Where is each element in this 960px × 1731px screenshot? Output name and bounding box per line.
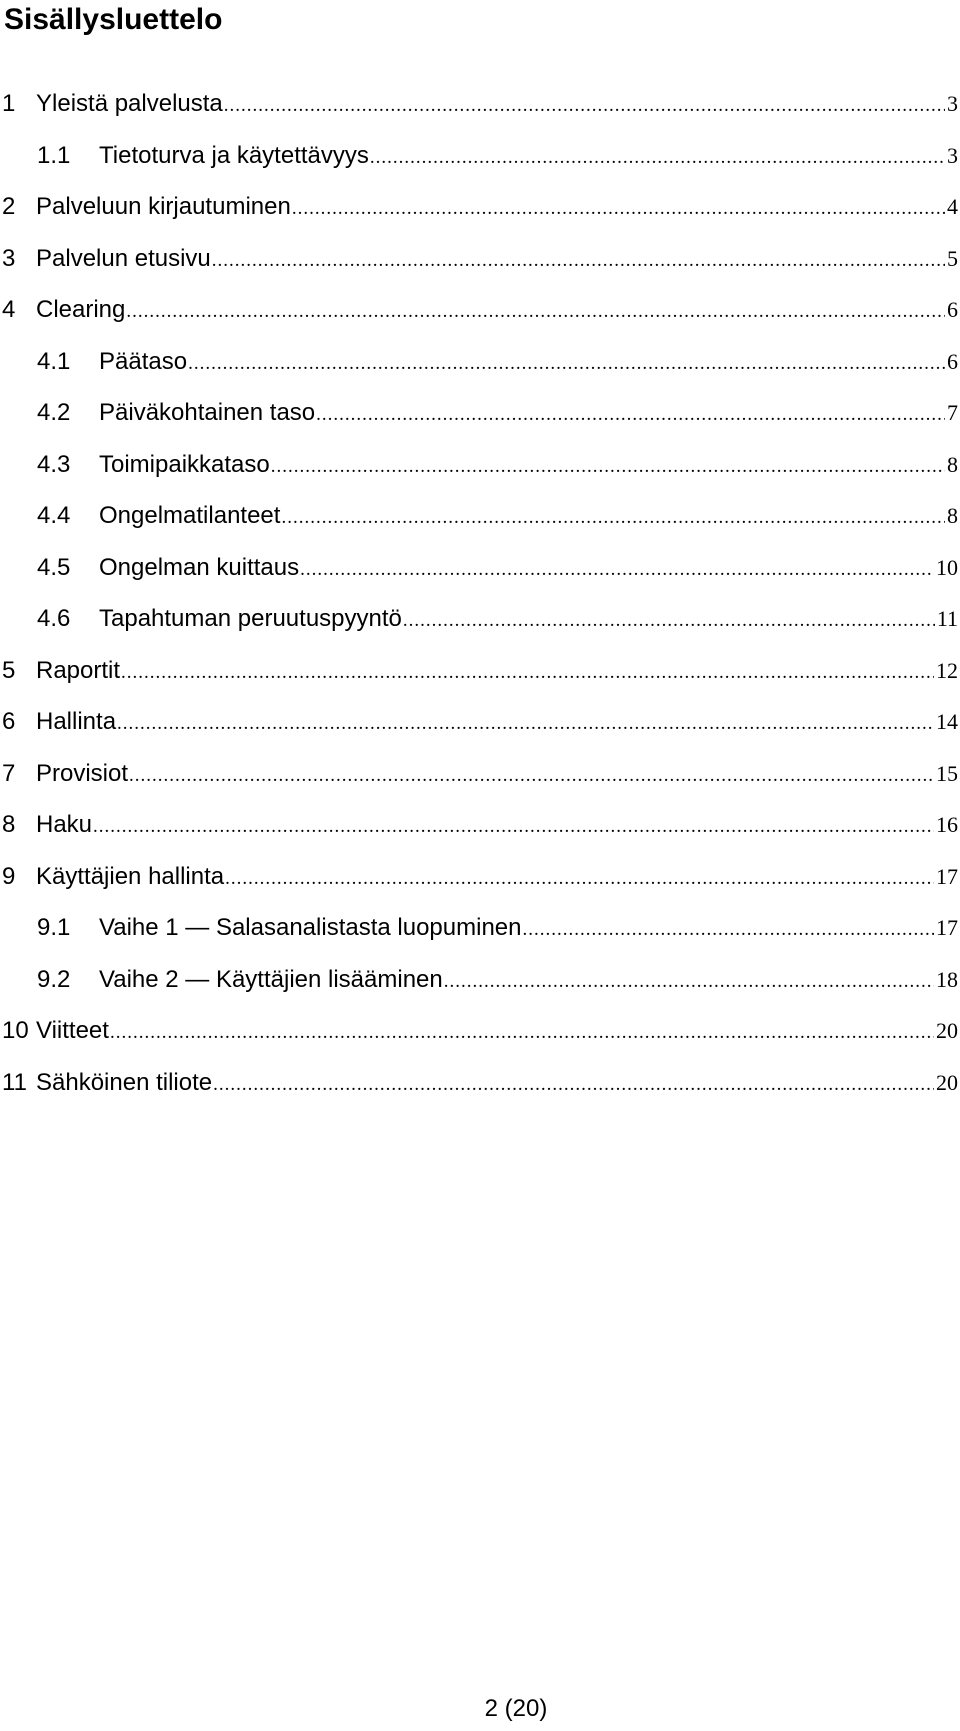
toc-number: 2 xyxy=(2,193,16,220)
toc-title: Päiväkohtainen taso xyxy=(99,399,316,426)
toc-title: Ongelman kuittaus xyxy=(99,553,300,581)
dot-leader xyxy=(126,286,945,338)
dot-leader xyxy=(212,235,945,287)
toc-page-number: 20 xyxy=(936,1069,958,1095)
toc-number: 9.1 xyxy=(37,914,71,941)
toc-title: Palveluun kirjautuminen xyxy=(36,193,291,220)
toc-entry[interactable] xyxy=(0,233,958,285)
table-of-contents xyxy=(0,78,958,1108)
toc-number: 1 xyxy=(2,90,16,117)
toc-number: 11 xyxy=(2,1068,27,1096)
toc-page-number: 12 xyxy=(936,657,958,683)
toc-entry[interactable] xyxy=(0,851,958,903)
toc-number: 4.1 xyxy=(37,347,71,375)
toc-number: 9 xyxy=(2,862,16,890)
toc-number: 4.2 xyxy=(37,399,71,426)
toc-page-number: 3 xyxy=(947,91,958,116)
dot-leader xyxy=(188,338,945,390)
toc-page-number: 11 xyxy=(936,606,958,631)
toc-page-number: 4 xyxy=(947,194,958,219)
toc-number: 4.5 xyxy=(37,553,71,581)
toc-number: 4 xyxy=(2,296,16,323)
toc-title: Päätaso xyxy=(99,347,188,375)
toc-number: 4.6 xyxy=(37,605,71,632)
dot-leader xyxy=(444,956,934,1008)
toc-page-number: 10 xyxy=(936,554,958,580)
toc-entry[interactable] xyxy=(0,748,958,800)
toc-page-number: 20 xyxy=(936,1018,958,1043)
toc-entry[interactable] xyxy=(0,1005,958,1057)
toc-title: Vaihe 2 — Käyttäjien lisääminen xyxy=(99,965,443,993)
dot-leader xyxy=(292,183,945,235)
toc-title: Haku xyxy=(36,811,93,838)
toc-page-number: 18 xyxy=(936,966,958,992)
toc-entry[interactable] xyxy=(0,336,958,388)
toc-title: Palvelun etusivu xyxy=(36,244,211,272)
toc-title: Raportit xyxy=(36,656,121,684)
toc-page-number: 16 xyxy=(936,812,958,837)
toc-number: 8 xyxy=(2,811,16,838)
dot-leader xyxy=(129,750,934,802)
toc-page-number: 17 xyxy=(936,863,958,889)
toc-title: Hallinta xyxy=(36,708,117,735)
toc-entry[interactable] xyxy=(0,130,958,182)
toc-entry[interactable] xyxy=(0,78,958,130)
toc-page-number: 8 xyxy=(947,451,958,477)
toc-entry[interactable] xyxy=(0,439,958,491)
dot-leader xyxy=(271,441,945,493)
dot-leader xyxy=(281,492,945,544)
toc-number: 1.1 xyxy=(37,141,71,169)
toc-page-number: 7 xyxy=(947,400,958,425)
toc-page-number: 6 xyxy=(947,348,958,374)
toc-entry[interactable] xyxy=(0,593,958,645)
toc-entry[interactable] xyxy=(0,799,958,851)
toc-entry[interactable] xyxy=(0,645,958,697)
toc-title: Vaihe 1 — Salasanalistasta luopuminen xyxy=(99,914,522,941)
toc-page-number: 3 xyxy=(947,142,958,168)
dot-leader xyxy=(225,853,934,905)
toc-title: Provisiot xyxy=(36,759,129,787)
toc-entry[interactable] xyxy=(0,954,958,1006)
toc-title: Käyttäjien hallinta xyxy=(36,862,225,890)
toc-title: Toimipaikkataso xyxy=(99,450,270,478)
toc-entry[interactable] xyxy=(0,696,958,748)
toc-title: Viitteet xyxy=(36,1017,109,1044)
page-footer: 2 (20) xyxy=(484,1695,548,1722)
toc-page-number: 8 xyxy=(947,503,958,528)
toc-title: Clearing xyxy=(36,296,126,323)
toc-number: 5 xyxy=(2,656,16,684)
dot-leader xyxy=(522,904,934,956)
toc-number: 4.3 xyxy=(37,450,71,478)
dot-leader xyxy=(110,1007,934,1059)
toc-page-number: 14 xyxy=(936,709,958,734)
dot-leader xyxy=(316,389,945,441)
toc-title: Sähköinen tiliote xyxy=(36,1068,213,1096)
toc-page-number: 5 xyxy=(947,245,958,271)
dot-leader xyxy=(224,80,945,132)
toc-page-number: 15 xyxy=(936,760,958,786)
toc-title: Ongelmatilanteet xyxy=(99,502,281,529)
toc-title: Yleistä palvelusta xyxy=(36,90,223,117)
toc-number: 3 xyxy=(2,244,16,272)
toc-entry[interactable] xyxy=(0,387,958,439)
toc-entry[interactable] xyxy=(0,284,958,336)
toc-page-number: 17 xyxy=(936,915,958,940)
dot-leader xyxy=(213,1059,934,1111)
toc-number: 9.2 xyxy=(37,965,71,993)
dot-leader xyxy=(370,132,945,184)
toc-entry[interactable] xyxy=(0,1057,958,1109)
toc-entry[interactable] xyxy=(0,902,958,954)
toc-entry[interactable] xyxy=(0,490,958,542)
dot-leader xyxy=(121,647,934,699)
dot-leader xyxy=(93,801,934,853)
dot-leader xyxy=(117,698,934,750)
toc-title: Tapahtuman peruutuspyyntö xyxy=(99,605,402,632)
toc-number: 7 xyxy=(2,759,16,787)
toc-page-number: 6 xyxy=(947,297,958,322)
toc-number: 6 xyxy=(2,708,16,735)
dot-leader xyxy=(403,595,935,647)
page-title: Sisällysluettelo xyxy=(4,3,223,36)
toc-entry[interactable] xyxy=(0,542,958,594)
toc-number: 10 xyxy=(2,1017,29,1044)
toc-entry[interactable] xyxy=(0,181,958,233)
dot-leader xyxy=(300,544,934,596)
toc-number: 4.4 xyxy=(37,502,71,529)
toc-title: Tietoturva ja käytettävyys xyxy=(99,141,369,169)
